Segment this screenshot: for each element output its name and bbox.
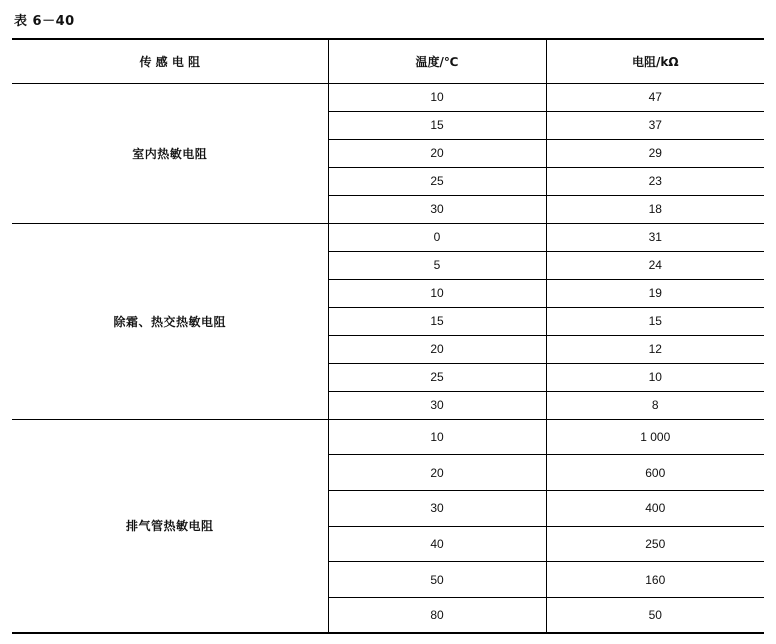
sensor-name-exhaust: 排气管热敏电阻 [12, 419, 328, 633]
header-resistance: 电阻/kΩ [546, 39, 764, 83]
temperature-cell: 25 [328, 167, 546, 195]
temperature-cell: 10 [328, 279, 546, 307]
temperature-cell: 80 [328, 597, 546, 633]
temperature-cell: 20 [328, 139, 546, 167]
header-row [12, 39, 764, 83]
resistance-cell: 29 [546, 139, 764, 167]
temperature-cell: 30 [328, 195, 546, 223]
resistance-cell: 250 [546, 526, 764, 562]
resistance-cell: 600 [546, 455, 764, 491]
temperature-cell: 20 [328, 455, 546, 491]
resistance-cell: 8 [546, 391, 764, 419]
temperature-cell: 25 [328, 363, 546, 391]
temperature-cell: 15 [328, 111, 546, 139]
temperature-cell: 0 [328, 223, 546, 251]
sensor-name-defrost: 除霜、热交热敏电阻 [12, 223, 328, 419]
resistance-cell: 37 [546, 111, 764, 139]
resistance-cell: 18 [546, 195, 764, 223]
table-row [12, 223, 764, 251]
table-caption: 表 6－40 [14, 14, 75, 29]
temperature-cell: 50 [328, 562, 546, 598]
table-row [12, 419, 764, 455]
thermistor-resistance-table [12, 38, 764, 634]
resistance-cell: 50 [546, 597, 764, 633]
temperature-cell: 15 [328, 307, 546, 335]
resistance-cell: 24 [546, 251, 764, 279]
table-row [12, 83, 764, 111]
resistance-cell: 400 [546, 490, 764, 526]
temperature-cell: 5 [328, 251, 546, 279]
resistance-cell: 31 [546, 223, 764, 251]
resistance-cell: 23 [546, 167, 764, 195]
header-temperature: 温度/℃ [328, 39, 546, 83]
resistance-cell: 12 [546, 335, 764, 363]
resistance-cell: 15 [546, 307, 764, 335]
temperature-cell: 10 [328, 419, 546, 455]
sensor-name-indoor: 室内热敏电阻 [12, 83, 328, 223]
temperature-cell: 10 [328, 83, 546, 111]
resistance-cell: 160 [546, 562, 764, 598]
temperature-cell: 20 [328, 335, 546, 363]
resistance-cell: 1 000 [546, 419, 764, 455]
temperature-cell: 30 [328, 391, 546, 419]
resistance-cell: 47 [546, 83, 764, 111]
temperature-cell: 40 [328, 526, 546, 562]
temperature-cell: 30 [328, 490, 546, 526]
header-sensor: 传 感 电 阻 [12, 39, 328, 83]
resistance-cell: 10 [546, 363, 764, 391]
resistance-cell: 19 [546, 279, 764, 307]
